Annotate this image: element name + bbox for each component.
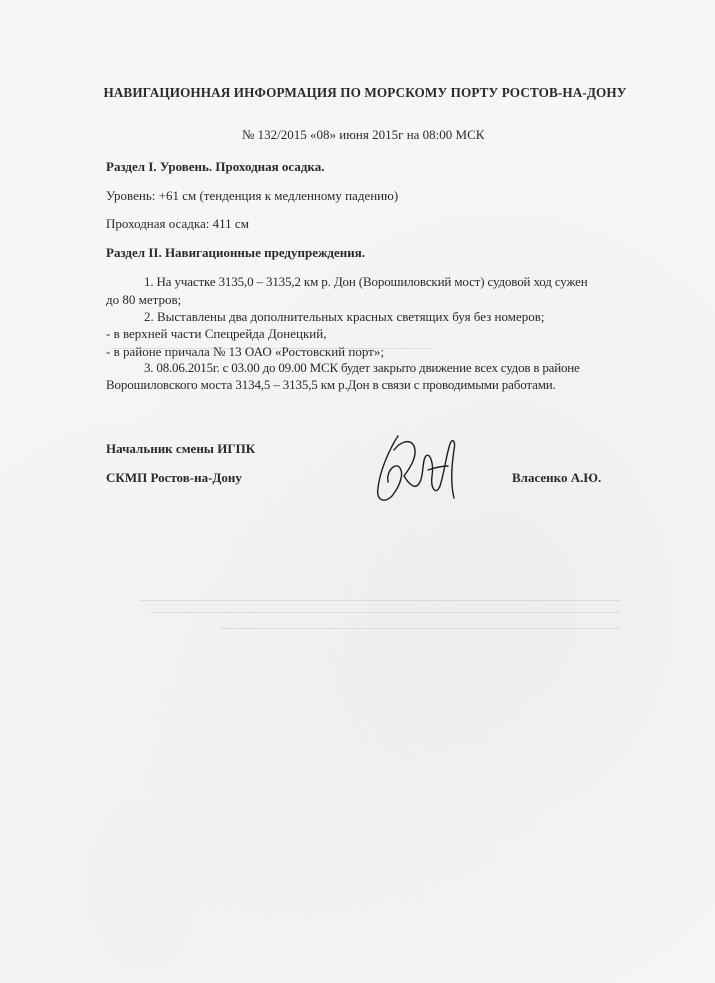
signer-name: Власенко А.Ю. <box>512 470 602 485</box>
document-title: НАВИГАЦИОННАЯ ИНФОРМАЦИЯ ПО МОРСКОМУ ПОРТУ РОСТОВ-НА-ДОНУ <box>103 85 627 100</box>
signer-position-line-1: Начальник смены ИГПК <box>106 441 256 456</box>
draft-text: Проходная осадка: 411 см <box>106 216 249 231</box>
warning-item-1-line-1: 1. На участке 3135,0 – 3135,2 км р. Дон (Ворошиловский мост) судовой ход сужен <box>144 274 588 289</box>
handwritten-signature <box>370 430 465 510</box>
warning-item-2-sub-1: - в верхней части Спецрейда Донецкий, <box>106 326 327 341</box>
section1-heading: Раздел I. Уровень. Проходная осадка. <box>106 159 325 174</box>
document-number: № 132/2015 «08» июня 2015г на 08:00 МСК <box>242 127 485 142</box>
warning-item-2-sub-2: - в районе причала № 13 ОАО «Ростовский порт»; <box>106 344 384 359</box>
warning-item-1-line-2: до 80 метров; <box>106 292 182 307</box>
scan-artifact <box>140 600 620 601</box>
section2-heading: Раздел II. Навигационные предупреждения. <box>106 245 366 260</box>
scan-artifact <box>150 612 620 613</box>
warning-item-3-line-2: Ворошиловского моста 3134,5 – 3135,5 км р.Дон в связи с проводимыми работами. <box>106 377 556 392</box>
signer-position-line-2: СКМП Ростов-на-Дону <box>106 470 242 485</box>
warning-item-2: 2. Выставлены два дополнительных красных светящих буя без номеров; <box>144 309 545 324</box>
scan-artifact <box>220 628 620 629</box>
warning-item-3-line-1: 3. 08.06.2015г. с 03.00 до 09.00 МСК будет закрыто движение всех судов в районе <box>144 360 580 375</box>
level-text: Уровень: +61 см (тенденция к медленному падению) <box>106 188 399 203</box>
